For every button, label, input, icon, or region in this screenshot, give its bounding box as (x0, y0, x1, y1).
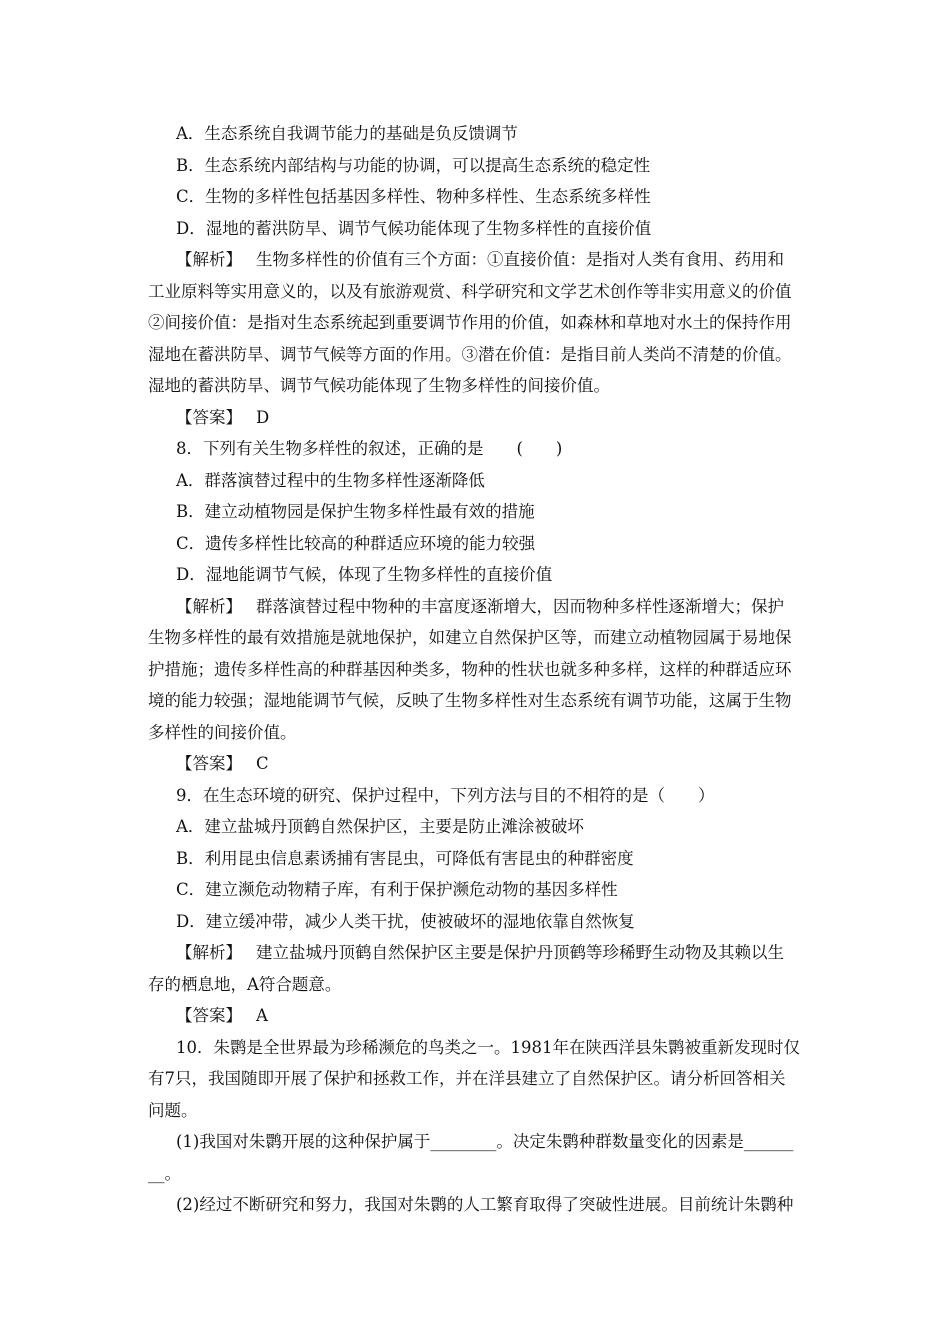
q9-stem: 9．在生态环境的研究、保护过程中，下列方法与目的不相符的是（ ） (176, 785, 715, 805)
q9-option-a: A．建立盐城丹顶鹤自然保护区，主要是防止滩涂被破坏 (176, 817, 584, 836)
q8-analysis-line: 多样性的间接价值。 (148, 722, 297, 742)
q8-option-b: B．建立动植物园是保护生物多样性最有效的措施 (176, 502, 535, 521)
q7-answer: D (256, 407, 270, 427)
q9-answer-line (148, 1000, 808, 1032)
q9-option-b: B．利用昆虫信息素诱捕有害昆虫，可降低有害昆虫的种群密度 (176, 848, 634, 868)
q9-analysis-text: 建立盐城丹顶鹤自然保护区主要是保护丹顶鹤等珍稀野生动物及其赖以生 (256, 943, 784, 962)
q8-analysis-text: 群落演替过程中物种的丰富度逐渐增大，因而物种多样性逐渐增大；保护 (256, 596, 784, 616)
q8-option-d: D．湿地能调节气候，体现了生物多样性的直接价值 (176, 565, 553, 584)
q7-analysis-tag: 【解析】 (176, 250, 242, 269)
q10-stem-line: 10．朱鹮是全世界最为珍稀濒危的鸟类之一。1981年在陕西洋县朱鹮被重新发现时仅 (176, 1037, 800, 1057)
q7-answer-tag: 【答案】 (176, 407, 242, 427)
document-body (148, 118, 808, 1221)
q8-answer: C (256, 754, 269, 773)
q10-sub2-line: (2)经过不断研究和努力，我国对朱鹮的人工繁育取得了突破性进展。目前统计朱鹮种 (176, 1195, 794, 1214)
q8-answer-line (148, 748, 808, 780)
q8-answer-tag: 【答案】 (176, 754, 242, 773)
q8-analysis-line: 护措施；遗传多样性高的种群基因种类多，物种的性状也就多种多样，这样的种群适应环 (148, 659, 792, 679)
q7-analysis-line (148, 244, 808, 276)
q10-sub1-line: __。 (148, 1163, 181, 1183)
q7-analysis-line: 湿地在蓄洪防旱、调节气候等方面的作用。③潜在价值：是指目前人类尚不清楚的价值。 (148, 344, 792, 364)
q9-answer-tag: 【答案】 (176, 1006, 242, 1025)
q9-option-c: C．建立濒危动物精子库，有利于保护濒危动物的基因多样性 (176, 880, 618, 899)
q7-option-a: A．生态系统自我调节能力的基础是负反馈调节 (176, 124, 518, 143)
q8-analysis-line (148, 591, 808, 623)
q9-option-d: D．建立缓冲带，减少人类干扰，使被破坏的湿地依靠自然恢复 (176, 911, 635, 931)
q7-option-d: D．湿地的蓄洪防旱、调节气候功能体现了生物多样性的直接价值 (176, 218, 652, 238)
q9-analysis-tag: 【解析】 (176, 943, 242, 962)
q10-sub1-line: (1)我国对朱鹮开展的这种保护属于________。决定朱鹮种群数量变化的因素是______ (176, 1132, 794, 1151)
q8-analysis-line: 生物多样性的最有效措施是就地保护，如建立自然保护区等，而建立动植物园属于易地保 (148, 628, 792, 647)
q7-analysis-text: 生物多样性的价值有三个方面：①直接价值：是指对人类有食用、药用和 (256, 250, 784, 269)
q8-stem: 8．下列有关生物多样性的叙述，正确的是 ( ) (176, 439, 563, 458)
q7-option-b: B．生态系统内部结构与功能的协调，可以提高生态系统的稳定性 (176, 155, 651, 175)
q8-option-c: C．遗传多样性比较高的种群适应环境的能力较强 (176, 533, 536, 553)
q9-analysis-line (148, 937, 808, 969)
q10-stem-line: 有7只，我国随即开展了保护和拯救工作，并在洋县建立了自然保护区。请分析回答相关 (148, 1069, 786, 1088)
q7-analysis-line: 湿地的蓄洪防旱、调节气候功能体现了生物多样性的间接价值。 (148, 376, 610, 395)
q8-option-a: A．群落演替过程中的生物多样性逐渐降低 (176, 470, 485, 490)
q9-answer: A (256, 1006, 268, 1025)
q8-analysis-tag: 【解析】 (176, 596, 242, 616)
q10-stem-line: 问题。 (148, 1100, 198, 1120)
q7-analysis-line: ②间接价值：是指对生态系统起到重要调节作用的价值，如森林和草地对水土的保持作用 (148, 313, 792, 332)
q8-analysis-line: 境的能力较强；湿地能调节气候，反映了生物多样性对生态系统有调节功能，这属于生物 (148, 691, 792, 710)
q7-option-c: C．生物的多样性包括基因多样性、物种多样性、生态系统多样性 (176, 187, 651, 206)
q7-answer-line (148, 402, 808, 434)
q7-analysis-line: 工业原料等实用意义的，以及有旅游观赏、科学研究和文学艺术创作等非实用意义的价值 (148, 281, 792, 301)
q9-analysis-line: 存的栖息地，A符合题意。 (148, 974, 342, 994)
